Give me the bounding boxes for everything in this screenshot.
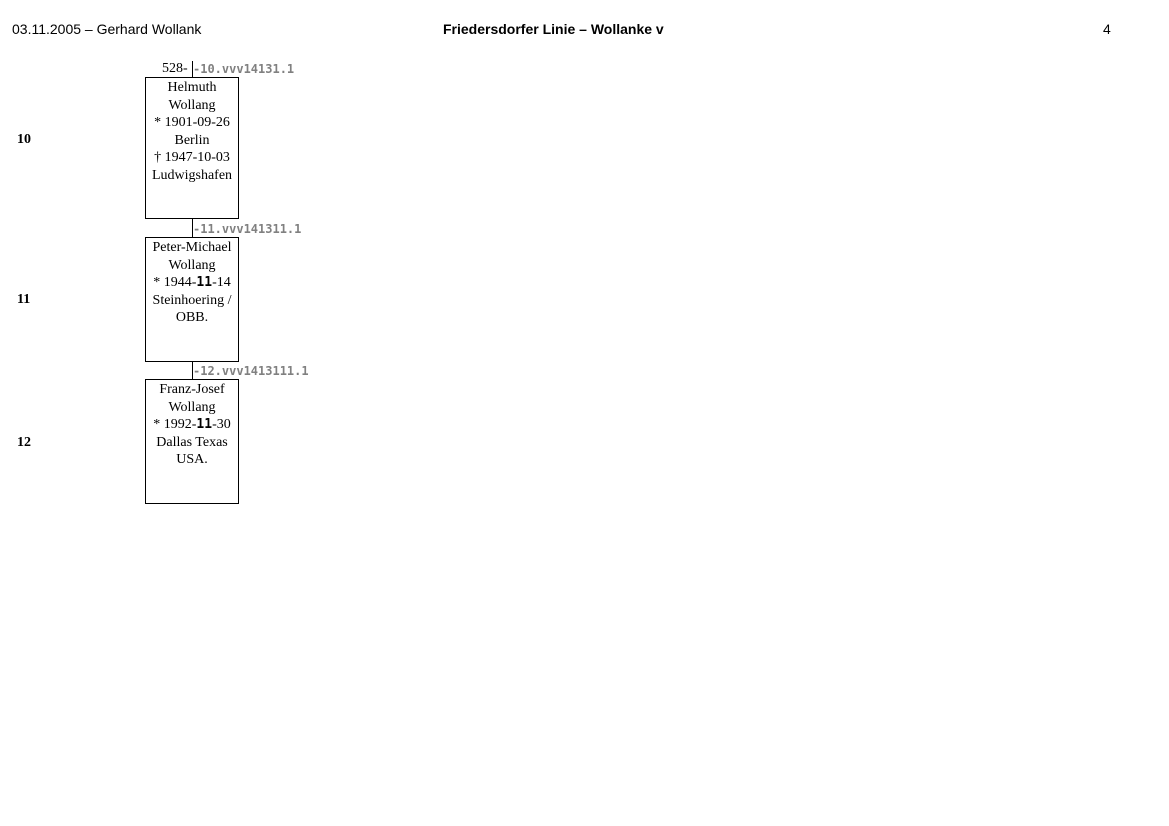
generation-number: 11: [17, 292, 31, 307]
person-line-text: USA.: [176, 452, 208, 467]
person-line: [146, 97, 238, 115]
person-line: [146, 79, 238, 97]
person-line: [146, 399, 238, 417]
person-code: -11.vvv141311.1: [193, 222, 302, 236]
person-line-text: * 1901-09-26: [154, 115, 230, 130]
person-line-text: Wollang: [168, 97, 216, 113]
person-line: [146, 167, 238, 185]
person-line: [146, 114, 238, 132]
person-line-month: 11: [196, 417, 213, 432]
person-line-text: Steinhoering /: [152, 292, 232, 308]
person-line-text: * 1992-: [153, 417, 197, 432]
generation-number: 12: [17, 435, 31, 450]
person-line: [146, 292, 238, 310]
person-line: [146, 274, 238, 292]
person-line: [146, 451, 238, 469]
person-box[interactable]: [145, 237, 239, 362]
person-line: [146, 132, 238, 150]
person-line-text: -30: [212, 417, 231, 432]
page-number: 4: [1103, 21, 1111, 37]
person-line-text: -14: [212, 275, 231, 290]
person-code: -10.vvv14131.1: [193, 62, 295, 76]
person-line-text: * 1944-: [153, 275, 197, 290]
person-line-text: Helmuth: [167, 80, 217, 95]
person-line: [146, 416, 238, 434]
person-code: -12.vvv1413111.1: [193, 364, 309, 378]
person-line-text: Ludwigshafen: [151, 167, 233, 183]
person-line-text: OBB.: [175, 310, 209, 325]
person-box[interactable]: [145, 379, 239, 504]
person-line: [146, 309, 238, 327]
person-line: [146, 434, 238, 452]
person-line-text: Dallas Texas: [156, 434, 228, 450]
person-line: [146, 381, 238, 399]
person-line: [146, 257, 238, 275]
person-line-month: 11: [196, 275, 213, 290]
person-line-text: Franz-Josef: [159, 382, 225, 397]
person-box[interactable]: [145, 77, 239, 219]
person-line-text: Peter-Michael: [152, 240, 232, 255]
person-line: [146, 239, 238, 257]
header-title: Friedersdorfer Linie – Wollanke v: [443, 21, 664, 37]
person-line-text: Berlin: [174, 132, 210, 148]
person-line-text: † 1947-10-03: [154, 150, 230, 165]
person-line: [146, 149, 238, 167]
person-line-text: Wollang: [168, 257, 216, 273]
generation-number: 10: [17, 132, 31, 147]
person-line-text: Wollang: [168, 399, 216, 415]
header-left: 03.11.2005 – Gerhard Wollank: [12, 21, 202, 37]
root-prefix: 528-: [162, 61, 188, 76]
